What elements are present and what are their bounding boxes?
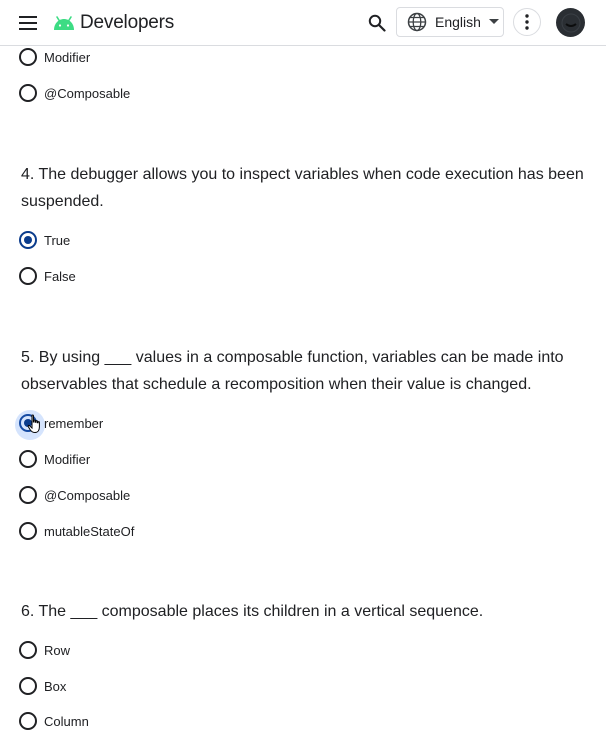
radio-button[interactable] xyxy=(19,84,37,102)
q5-option-composable[interactable] xyxy=(19,484,130,506)
radio-focus-halo xyxy=(15,410,45,440)
question-4-text: 4. The debugger allows you to inspect variables when code execution has been suspended. xyxy=(21,166,584,210)
question-5-text: 5. By using ___ values in a composable function, variables can be made into observables that schedule a recomposition when their value is changed. xyxy=(21,349,564,393)
menu-button[interactable] xyxy=(14,11,42,35)
q5-option-modifier[interactable] xyxy=(19,448,90,470)
option-label: @Composable xyxy=(44,85,131,101)
q4-option-false[interactable] xyxy=(19,265,76,287)
more-vert-icon xyxy=(525,14,529,30)
developers-logo[interactable] xyxy=(52,10,174,36)
radio-button-selected[interactable] xyxy=(19,414,37,432)
language-label: English xyxy=(435,14,481,30)
radio-button[interactable] xyxy=(19,267,37,285)
option-label: Modifier xyxy=(44,451,91,467)
menu-icon xyxy=(19,16,37,30)
q5-option-mutablestateof[interactable] xyxy=(19,520,134,542)
q4-option-true[interactable] xyxy=(19,229,70,251)
q3-option-modifier[interactable] xyxy=(19,46,90,68)
radio-button[interactable] xyxy=(19,48,37,66)
q6-option-column[interactable] xyxy=(19,710,89,732)
radio-button[interactable] xyxy=(19,486,37,504)
caret-down-icon xyxy=(489,19,499,25)
q3-option-composable[interactable] xyxy=(19,82,130,104)
avatar[interactable] xyxy=(556,8,585,37)
option-label: mutableStateOf xyxy=(44,523,135,539)
option-label: Modifier xyxy=(44,49,91,65)
android-logo-icon xyxy=(52,16,76,30)
option-label: Row xyxy=(44,642,71,658)
option-label: @Composable xyxy=(44,487,131,503)
top-app-bar xyxy=(0,0,606,46)
search-button[interactable] xyxy=(364,10,390,36)
radio-button[interactable] xyxy=(19,677,37,695)
globe-icon xyxy=(407,12,427,32)
logo-text: Developers xyxy=(80,12,175,33)
q5-option-remember[interactable] xyxy=(19,412,103,434)
q6-option-box[interactable] xyxy=(19,675,66,697)
option-label: False xyxy=(44,268,76,284)
option-label: remember xyxy=(44,415,104,431)
option-label: Box xyxy=(44,678,67,694)
option-label: True xyxy=(44,232,71,248)
radio-button[interactable] xyxy=(19,712,37,730)
radio-button-selected[interactable] xyxy=(19,231,37,249)
account-icon xyxy=(561,13,581,33)
question-6-text: 6. The ___ composable places its children in a vertical sequence. xyxy=(21,603,484,620)
option-label: Column xyxy=(44,713,89,729)
more-options-button[interactable] xyxy=(513,8,541,36)
radio-button[interactable] xyxy=(19,450,37,468)
language-selector[interactable] xyxy=(396,7,504,37)
radio-button[interactable] xyxy=(19,522,37,540)
q6-option-row[interactable] xyxy=(19,639,70,661)
radio-button[interactable] xyxy=(19,641,37,659)
search-icon xyxy=(368,14,386,32)
